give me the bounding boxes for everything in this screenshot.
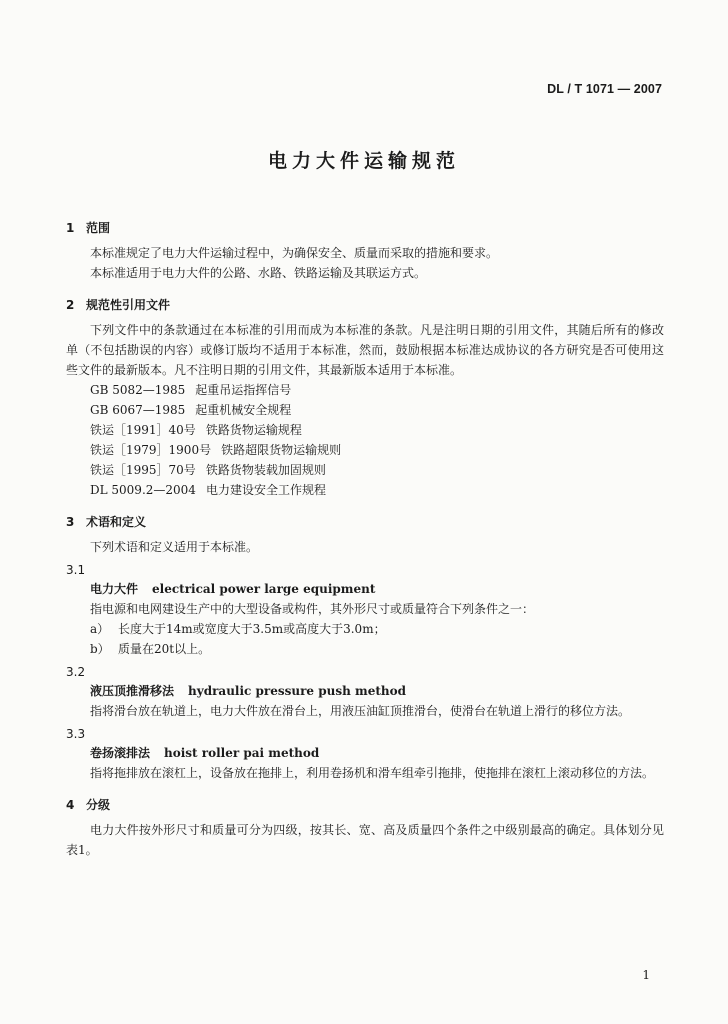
condition-item: b） 质量在20t以上。 xyxy=(90,642,211,656)
reference-item: 铁运［1991］40号 铁路货物运输规程 xyxy=(90,423,302,437)
section-3-intro: 下列术语和定义适用于本标准。 xyxy=(90,540,259,554)
document-title: 电力大件运输规范 xyxy=(267,150,460,172)
document-body xyxy=(66,220,664,860)
term-heading: 液压顶推滑移法 hydraulic pressure push method xyxy=(90,684,407,698)
reference-item: GB 6067—1985 起重机械安全规程 xyxy=(90,403,292,417)
clause-number: 3.3 xyxy=(66,727,86,741)
term-definition: 指将滑台放在轨道上，电力大件放在滑台上，用液压油缸顶推滑台，使滑台在轨道上滑行的移位方法。 xyxy=(90,704,631,718)
section-4-heading: 4 分级 xyxy=(66,798,111,812)
reference-item: DL 5009.2—2004 电力建设安全工作规程 xyxy=(90,483,326,497)
clause-number: 3.2 xyxy=(66,665,86,679)
standard-code: DL / T 1071 — 2007 xyxy=(547,82,662,96)
clause-number: 3.1 xyxy=(66,563,86,577)
term-definition: 指电源和电网建设生产中的大型设备或构件，其外形尺寸或质量符合下列条件之一： xyxy=(90,602,535,616)
section-4-paragraph: 电力大件按外形尺寸和质量可分为四级，按其长、宽、高及质量四个条件之中级别最高的确定。具体划分见表1。 xyxy=(66,823,664,857)
condition-item: a） 长度大于14m或宽度大于3.5m或高度大于3.0m； xyxy=(90,622,386,636)
section-2-heading: 2 规范性引用文件 xyxy=(66,298,171,312)
page-number: 1 xyxy=(642,968,650,982)
reference-item: 铁运［1979］1900号 铁路超限货物运输规则 xyxy=(90,443,342,457)
section-1-heading: 1 范围 xyxy=(66,221,111,235)
term-heading: 卷扬滚排法 hoist roller pai method xyxy=(90,746,320,760)
section-1-paragraph-1: 本标准规定了电力大件运输过程中，为确保安全、质量而采取的措施和要求。 xyxy=(90,246,499,260)
reference-item: GB 5082—1985 起重吊运指挥信号 xyxy=(90,383,292,397)
reference-item: 铁运［1995］70号 铁路货物装载加固规则 xyxy=(90,463,326,477)
section-1-paragraph-2: 本标准适用于电力大件的公路、水路、铁路运输及其联运方式。 xyxy=(90,266,427,280)
term-heading: 电力大件 electrical power large equipment xyxy=(90,582,376,596)
section-2-paragraph: 下列文件中的条款通过在本标准的引用而成为本标准的条款。凡是注明日期的引用文件，其随后所有的修改单（不包括勘误的内容）或修订版均不适用于本标准，然而，鼓励根据本标准达成协议的各方研究是否可使用这些文件的最新版本。凡不注明日期的引用文件，其最新版本适用于本标准。 xyxy=(66,323,664,377)
term-definition: 指将拖排放在滚杠上，设备放在拖排上，利用卷扬机和滑车组牵引拖排，使拖排在滚杠上滚动移位的方法。 xyxy=(90,766,655,780)
section-3-heading: 3 术语和定义 xyxy=(66,515,147,529)
